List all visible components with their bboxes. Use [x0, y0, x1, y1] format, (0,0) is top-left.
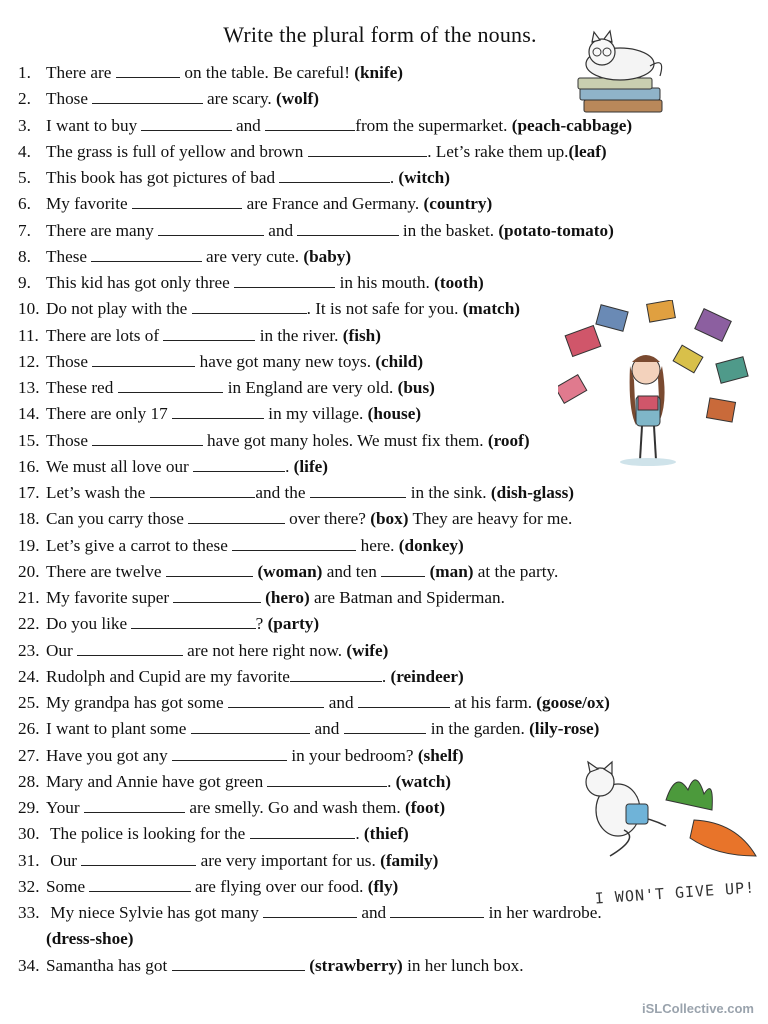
noun-hint: (party)	[267, 614, 320, 634]
answer-blank[interactable]	[310, 482, 407, 498]
answer-blank[interactable]	[250, 823, 356, 839]
worksheet-title: Write the plural form of the nouns.	[223, 22, 537, 47]
exercise-text: in his mouth.	[335, 273, 435, 292]
noun-hint: (foot)	[404, 798, 446, 817]
answer-blank[interactable]	[344, 718, 427, 734]
exercise-number: 23.	[18, 640, 40, 660]
noun-hint: (peach-cabbage)	[511, 115, 633, 135]
exercise-number: 33.	[18, 903, 40, 922]
answer-blank[interactable]	[91, 246, 201, 262]
exercise-line	[18, 165, 450, 191]
exercise-text: Have you got any	[46, 745, 173, 765]
exercise-number: 30.	[18, 824, 40, 844]
answer-blank[interactable]	[228, 692, 325, 708]
noun-hint: (woman)	[257, 561, 323, 581]
noun-hint: (match)	[462, 299, 520, 319]
exercise-number: 9.	[18, 273, 31, 292]
exercise-line	[18, 716, 599, 742]
exercise-text: These red	[46, 378, 118, 397]
exercise-line	[18, 480, 574, 506]
exercise-text: I want to buy	[46, 115, 142, 135]
exercise-number: 1.	[18, 63, 31, 82]
slogan-text: I WON'T GIVE UP!	[594, 878, 756, 908]
exercise-text: in her wardrobe.	[484, 903, 602, 922]
exercise-text: We must all love our	[46, 456, 194, 476]
noun-hint: (wife)	[346, 640, 389, 660]
answer-blank[interactable]	[188, 508, 285, 524]
exercise-number: 16.	[18, 456, 40, 476]
noun-hint: (knife)	[354, 63, 403, 82]
answer-blank[interactable]	[132, 193, 242, 209]
exercise-line	[18, 60, 403, 86]
noun-hint: (hero)	[265, 588, 310, 607]
exercise-line	[18, 874, 398, 900]
answer-blank[interactable]	[92, 430, 202, 446]
exercise-number: 25.	[18, 693, 40, 712]
exercise-text: .	[285, 456, 294, 476]
exercise-number: 22.	[18, 614, 40, 634]
exercise-text: from the supermarket.	[355, 115, 512, 135]
exercise-text: are very cute.	[201, 246, 304, 266]
exercise-number: 28.	[18, 771, 40, 791]
exercise-line	[18, 323, 381, 349]
exercise-text: over there?	[284, 509, 371, 529]
exercise-text: There are	[46, 63, 116, 82]
exercise-number: 14.	[18, 404, 40, 424]
exercise-text: are scary.	[202, 89, 277, 109]
noun-hint: (strawberry)	[309, 955, 403, 975]
exercise-text: are Batman and Spiderman.	[309, 588, 505, 607]
noun-hint: (fish)	[342, 325, 381, 345]
answer-blank[interactable]	[390, 902, 484, 918]
noun-hint: (goose/ox)	[536, 693, 610, 712]
answer-blank[interactable]	[89, 876, 190, 892]
exercise-text: ?	[255, 614, 268, 634]
exercise-line	[46, 926, 134, 952]
answer-blank[interactable]	[234, 272, 335, 288]
answer-blank[interactable]	[172, 403, 264, 419]
noun-hint: (thief)	[363, 824, 409, 844]
answer-blank[interactable]	[150, 482, 256, 498]
exercise-text: The police is looking for the	[46, 824, 250, 844]
exercise-text: They are heavy for me.	[408, 509, 573, 529]
exercise-line	[18, 743, 464, 769]
answer-blank[interactable]	[192, 298, 307, 314]
answer-blank[interactable]	[173, 587, 260, 603]
exercise-line	[18, 454, 328, 480]
exercise-text: Do you like	[46, 614, 132, 634]
answer-blank[interactable]	[158, 220, 264, 236]
exercise-text: at his farm.	[449, 693, 537, 712]
noun-hint: (baby)	[303, 246, 352, 266]
exercise-text: Those	[46, 430, 93, 450]
answer-blank[interactable]	[81, 850, 196, 866]
exercise-text: I want to plant some	[46, 719, 191, 739]
exercise-text: here.	[356, 535, 399, 555]
noun-hint: (lily-rose)	[529, 719, 600, 739]
exercise-text: are France and Germany.	[242, 194, 424, 214]
exercise-number: 34.	[18, 955, 40, 975]
cat-pulling-carrot-illustration	[566, 760, 762, 872]
answer-blank[interactable]	[232, 535, 356, 551]
exercise-line	[18, 953, 524, 979]
exercise-line	[18, 769, 451, 795]
exercise-text: in the garden.	[426, 719, 530, 739]
noun-hint: (witch)	[398, 168, 450, 187]
exercise-text: There are many	[46, 220, 159, 240]
exercise-number: 27.	[18, 745, 40, 765]
exercise-line	[18, 533, 464, 559]
noun-hint: (wolf)	[276, 89, 319, 109]
exercise-number: 20.	[18, 561, 40, 581]
exercise-line	[18, 821, 409, 847]
footer-watermark: iSLCollective.com	[642, 1001, 754, 1016]
exercise-text: Can you carry those	[46, 509, 189, 529]
exercise-line	[18, 296, 520, 322]
answer-blank[interactable]	[84, 797, 185, 813]
exercise-text: on the table. Be careful!	[180, 63, 355, 82]
answer-blank[interactable]	[193, 456, 285, 472]
girl-with-flying-books-illustration	[558, 300, 758, 470]
answer-blank[interactable]	[141, 115, 231, 131]
exercise-text: and	[310, 719, 344, 739]
exercise-text: and	[231, 115, 266, 135]
answer-blank[interactable]	[163, 325, 255, 341]
exercise-text: Those	[46, 351, 93, 371]
exercise-line	[18, 218, 614, 244]
answer-blank[interactable]	[172, 955, 305, 971]
exercise-number: 6.	[18, 194, 31, 214]
answer-blank[interactable]	[279, 167, 389, 183]
exercise-text: Do not play with the	[46, 299, 192, 319]
exercise-text: in my village.	[264, 404, 368, 424]
noun-hint: (life)	[293, 456, 329, 476]
exercise-line	[18, 191, 492, 217]
answer-blank[interactable]	[267, 771, 387, 787]
exercise-number: 29.	[18, 798, 40, 817]
answer-blank[interactable]	[118, 377, 224, 393]
exercise-number: 7.	[18, 220, 31, 240]
noun-hint: (house)	[367, 404, 422, 424]
exercise-number: 24.	[18, 666, 40, 686]
noun-hint: (dress-shoe)	[46, 929, 134, 949]
exercise-text: Let’s give a carrot to these	[46, 535, 233, 555]
answer-blank[interactable]	[290, 666, 382, 682]
answer-blank[interactable]	[263, 902, 357, 918]
exercise-text: Let’s wash the	[46, 483, 150, 502]
noun-hint: (family)	[380, 850, 439, 870]
exercise-text: Some	[46, 876, 90, 896]
exercise-number: 31.	[18, 850, 40, 870]
exercise-number: 11.	[18, 325, 39, 345]
answer-blank[interactable]	[265, 115, 355, 131]
noun-hint: (donkey)	[398, 535, 464, 555]
exercise-text: . It is not safe for you.	[306, 299, 463, 319]
answer-blank[interactable]	[358, 692, 450, 708]
answer-blank[interactable]	[297, 220, 398, 236]
exercise-line	[18, 375, 435, 401]
exercise-text: and ten	[322, 561, 382, 581]
exercise-line	[18, 585, 505, 611]
exercise-line	[18, 86, 319, 112]
exercise-text: in the basket.	[398, 220, 499, 240]
noun-hint: (dish-glass)	[490, 483, 574, 502]
exercise-text: are flying over our food.	[190, 876, 368, 896]
exercise-text: have got many holes. We must fix them.	[202, 430, 488, 450]
noun-hint: (bus)	[397, 378, 435, 397]
exercise-text: Samantha has got	[46, 955, 172, 975]
noun-hint: (child)	[375, 351, 424, 371]
noun-hint: (tooth)	[434, 273, 484, 292]
exercise-line	[18, 270, 484, 296]
exercise-number: 13.	[18, 378, 40, 397]
exercise-line	[18, 506, 572, 532]
exercise-text: and	[263, 220, 298, 240]
exercise-number: 3.	[18, 115, 31, 135]
exercise-text: Those	[46, 89, 93, 109]
noun-hint: (fly)	[367, 876, 399, 896]
exercise-text: My favorite super	[46, 588, 174, 607]
exercise-line	[18, 349, 423, 375]
exercise-line	[18, 638, 388, 664]
exercise-line	[18, 848, 438, 874]
exercise-text: These	[46, 246, 92, 266]
noun-hint: (shelf)	[417, 745, 464, 765]
exercise-text: Rudolph and Cupid are my favorite	[46, 666, 290, 686]
exercise-text: The grass is full of yellow and brown	[46, 141, 308, 161]
exercise-text: .	[387, 771, 396, 791]
exercise-line	[18, 900, 602, 926]
exercise-text: and	[357, 903, 391, 922]
answer-blank[interactable]	[131, 613, 255, 629]
answer-blank[interactable]	[308, 141, 428, 157]
noun-hint: (potato-tomato)	[498, 220, 614, 240]
exercise-text: in her lunch box.	[402, 955, 524, 975]
exercise-number: 12.	[18, 351, 40, 371]
exercise-text: are very important for us.	[196, 850, 381, 870]
answer-blank[interactable]	[166, 561, 253, 577]
exercise-number: 18.	[18, 509, 40, 529]
exercise-number: 10.	[18, 299, 40, 319]
exercise-number: 5.	[18, 168, 31, 187]
exercise-text: There are lots of	[46, 325, 164, 345]
exercise-number: 21.	[18, 588, 40, 607]
exercise-number: 2.	[18, 89, 31, 109]
exercise-line	[18, 690, 610, 716]
noun-hint: (country)	[423, 194, 493, 214]
exercise-number: 32.	[18, 876, 40, 896]
answer-blank[interactable]	[191, 718, 311, 734]
exercise-number: 19.	[18, 535, 40, 555]
answer-blank[interactable]	[77, 640, 183, 656]
noun-hint: (box)	[370, 509, 409, 529]
noun-hint: (roof)	[487, 430, 530, 450]
exercise-text: Mary and Annie have got green	[46, 771, 268, 791]
noun-hint: (man)	[429, 561, 474, 581]
exercise-text: My niece Sylvie has got many	[46, 903, 264, 922]
exercise-number: 8.	[18, 246, 31, 266]
exercise-text: Our	[46, 640, 78, 660]
noun-hint: (leaf)	[568, 141, 607, 161]
answer-blank[interactable]	[92, 351, 195, 367]
exercise-text: Your	[46, 798, 84, 817]
exercise-text: are not here right now.	[182, 640, 347, 660]
exercise-text: .	[381, 666, 391, 686]
exercise-number: 26.	[18, 719, 40, 739]
exercise-line	[18, 113, 632, 139]
exercise-text: in the sink.	[406, 483, 491, 502]
exercise-number: 17.	[18, 483, 40, 502]
exercise-text: My favorite	[46, 194, 132, 214]
exercise-line	[18, 401, 421, 427]
exercise-line	[18, 795, 445, 821]
exercise-text: and	[324, 693, 358, 712]
exercise-text: are smelly. Go and wash them.	[185, 798, 405, 817]
exercise-line	[18, 428, 530, 454]
exercise-text: .	[355, 824, 364, 844]
sleeping-cat-on-books-illustration	[574, 26, 674, 116]
exercise-number: 15.	[18, 430, 40, 450]
answer-blank[interactable]	[116, 62, 180, 78]
exercise-line	[18, 611, 319, 637]
answer-blank[interactable]	[172, 745, 287, 761]
exercise-text: There are twelve	[46, 561, 166, 581]
exercise-text: .	[389, 168, 399, 187]
exercise-text: in England are very old.	[223, 378, 398, 397]
exercise-text: in the river.	[255, 325, 343, 345]
exercise-text: at the party.	[473, 561, 559, 581]
exercise-text: . Let’s rake them up.	[427, 141, 569, 161]
exercise-text: Our	[46, 850, 82, 870]
exercise-text: My grandpa has got some	[46, 693, 228, 712]
answer-blank[interactable]	[381, 561, 425, 577]
noun-hint: (watch)	[395, 771, 452, 791]
exercise-line	[18, 139, 607, 165]
answer-blank[interactable]	[92, 88, 202, 104]
exercise-text: This book has got pictures of bad	[46, 168, 280, 187]
exercise-text: This kid has got only three	[46, 273, 235, 292]
exercise-text: in your bedroom?	[287, 745, 418, 765]
exercise-text: There are only 17	[46, 404, 172, 424]
noun-hint: (reindeer)	[390, 666, 464, 686]
exercise-line	[18, 559, 558, 585]
exercise-text: and the	[255, 483, 310, 502]
exercise-number: 4.	[18, 141, 31, 161]
exercise-line	[18, 244, 351, 270]
exercise-line	[18, 664, 464, 690]
exercise-text: have got many new toys.	[195, 351, 376, 371]
